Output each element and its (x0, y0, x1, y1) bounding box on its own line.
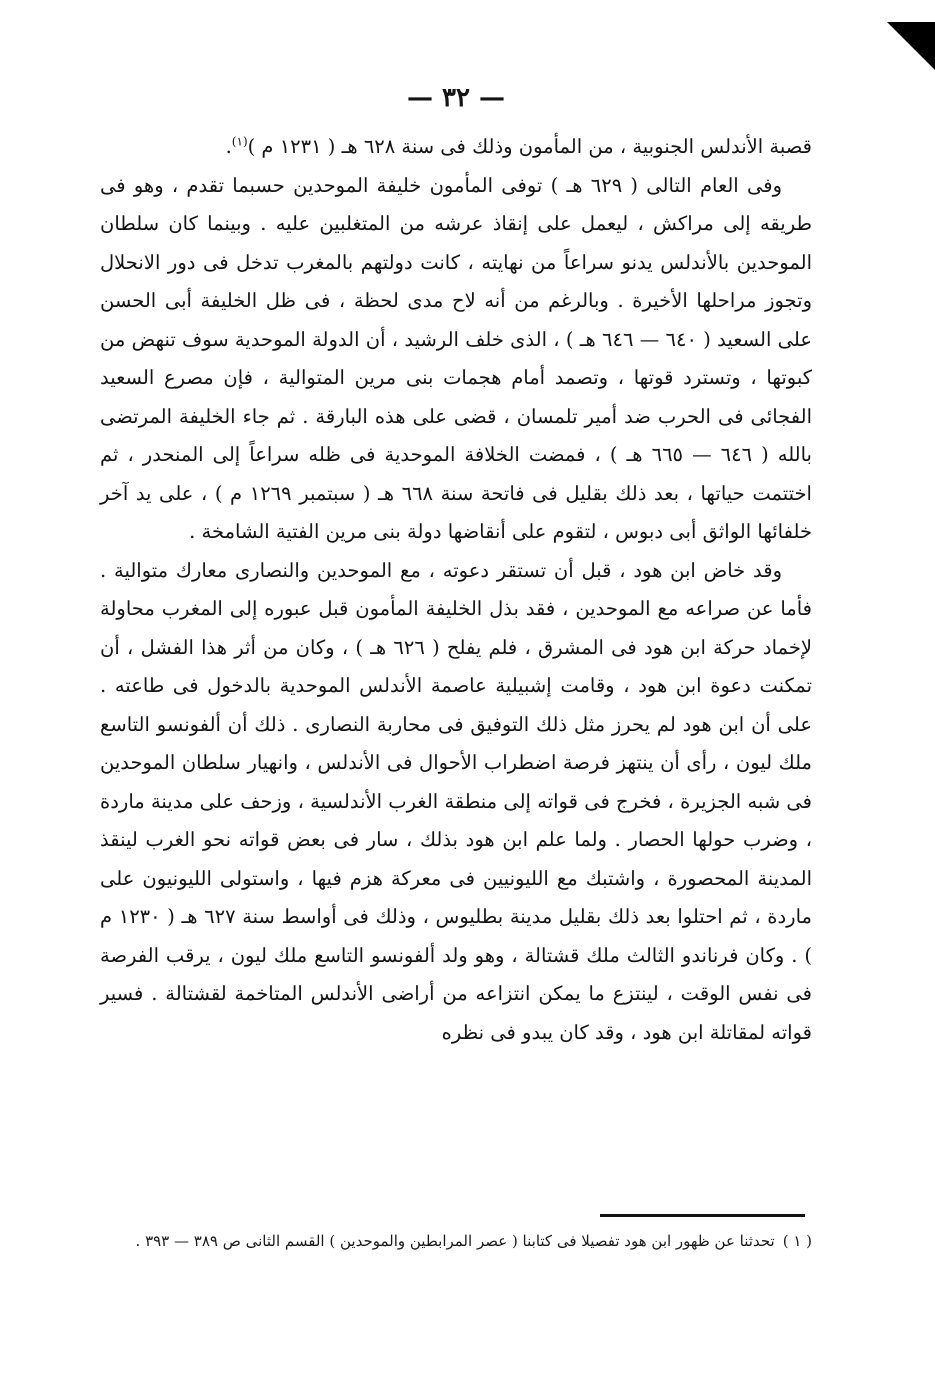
footnote-divider (600, 1214, 805, 1217)
footnotes (100, 1226, 812, 1256)
corner-triangle-mark (887, 22, 935, 70)
page-content (100, 80, 812, 1052)
footnote-text: تحدثنا عن ظهور ابن هود تفصيلا فى كتابنا ( عصر المرابطين والموحدين ) القسم الثانى ص ٣٨٩ — ٣٩٣ . (135, 1232, 775, 1250)
paragraph-1-text: قصبة الأندلس الجنوبية ، من المأمون وذلك فى سنة ٦٢٨ هـ ( ١٢٣١ م ) (247, 135, 812, 158)
paragraph-3: وقد خاض ابن هود ، قبل أن تستقر دعوته ، مع الموحدين والنصارى معارك متوالية . فأما عن صراعه مع الموحدين ، فقد بذل الخليفة المأمون قبل عبوره إلى المغرب محاولة لإخماد حركة ابن هود فى المشرق ، فلم يفلح ( ٦٢٦ هـ ) ، وكان من أثر هذا الفشل ، أن تمكنت دعوة ابن هود ، وقامت إشبيلية عاصمة الأندلس الموحدية بالدخول فى طاعته . على أن ابن هود لم يحرز مثل ذلك التوفيق فى محاربة النصارى . ذلك أن ألفونسو التاسع ملك ليون ، رأى أن ينتهز فرصة اضطراب الأحوال فى الأندلس ، وانهيار سلطان الموحدين فى شبه الجزيرة ، فخرج فى قواته إلى منطقة الغرب الأندلسية ، وزحف على مدينة ماردة ، وضرب حولها الحصار . ولما علم ابن هود بذلك ، سار فى بعض قواته نحو الغرب لينقذ المدينة المحصورة ، واشتبك مع الليونيين فى معركة هزم فيها ، واستولى الليونيون على ماردة ، ثم احتلوا بعد ذلك بقليل مدينة بطليوس ، وذلك فى أواسط سنة ٦٢٧ هـ ( ١٢٣٠ م ) . وكان فرناندو الثالث ملك قشتالة ، وهو ولد ألفونسو التاسع ملك ليون ، يرقب الفرصة فى نفس الوقت ، لينتزع ما يمكن انتزاعه من أراضى الأندلس المتاخمة لقشتالة . فسير قواته لمقاتلة ابن هود ، وقد كان يبدو فى نظره (100, 558, 812, 1044)
footnote-1 (100, 1226, 812, 1256)
footnote-marker: ( ١ ) (782, 1232, 812, 1250)
paragraph-1: قصبة الأندلس الجنوبية ، من المأمون وذلك فى سنة ٦٢٨ هـ ( ١٢٣١ م )$^{(١)}$. (225, 134, 812, 158)
footnote-reference[interactable]: (١) (231, 134, 248, 149)
page-number: — ٣٢ — (406, 83, 506, 113)
paragraph-2: وفى العام التالى ( ٦٢٩ هـ ) توفى المأمون خليفة الموحدين حسبما تقدم ، وهو فى طريقه إلى مراكش ، ليعمل على إنقاذ عرشه من المتغلبين عليه . وبينما كان سلطان الموحدين بالأندلس يدنو سراعاً من نهايته ، كانت دولتهم بالمغرب تدخل فى دور الانحلال وتجوز مراحلها الأخيرة . وبالرغم من أنه لاح مدى لحظة ، فى ظل الخليفة أبى الحسن على السعيد ( ٦٤٠ — ٦٤٦ هـ ) ، الذى خلف الرشيد ، أن الدولة الموحدية سوف تنهض من كبوتها ، وتسترد قوتها ، وتصمد أمام هجمات بنى مرين المتوالية ، فإن مصرع السعيد الفجائى فى الحرب ضد أمير تلمسان ، قضى على هذه البارقة . ثم جاء الخليفة المرتضى بالله ( ٦٤٦ — ٦٦٥ هـ ) ، فمضت الخلافة الموحدية فى ظله سراعاً إلى المنحدر ، ثم اختتمت حياتها ، بعد ذلك بقليل فى فاتحة سنة ٦٦٨ هـ ( سبتمبر ١٢٦٩ م ) ، على يد آخر خلفائها الواثق أبى دبوس ، لتقوم على أنقاضها دولة بنى مرين الفتية الشامخة . (100, 173, 812, 543)
body-text (100, 128, 812, 1052)
